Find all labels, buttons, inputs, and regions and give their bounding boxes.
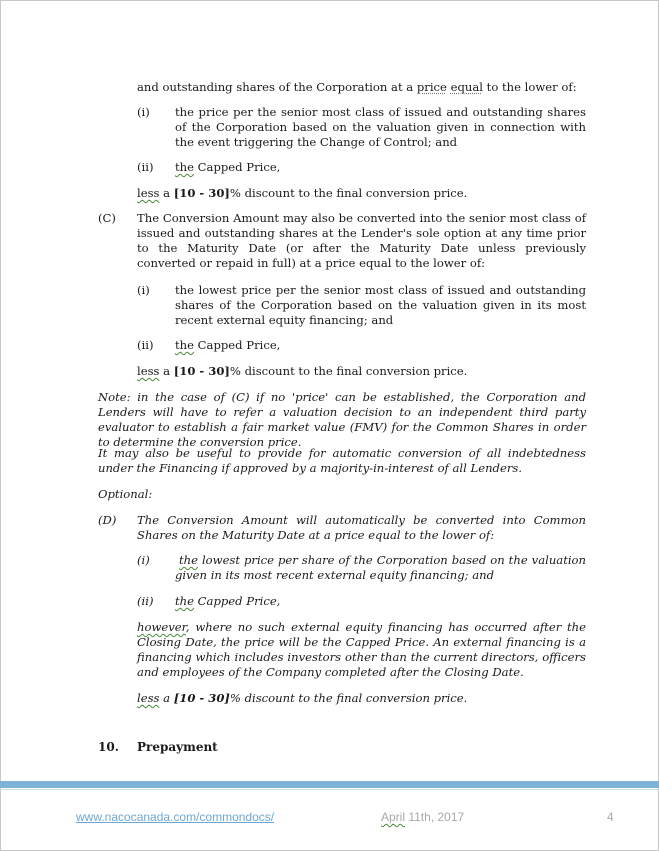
c-less-line: less a [10 - 30]% discount to the final conversion price. [137, 364, 468, 378]
d-i-number: (i) [137, 553, 150, 567]
d-however-paragraph: however, where no such external equity financing has occurred after the Closing Date, the price will be the Capped Price. An external financing is a financing which includes investors other than the current directors, officers and employees of the Company completed after the Closing Date. [137, 620, 586, 679]
b-ii-number: (ii) [137, 160, 154, 174]
b-i-number: (i) [137, 105, 150, 119]
d-number: (D) [98, 513, 117, 527]
d-text: The Conversion Amount will automatically be converted into Common Shares on the Maturity Date at a price equal to the lower of: [137, 513, 586, 542]
section-title: Prepayment [137, 740, 218, 754]
d-ii-number: (ii) [137, 594, 154, 608]
footer-rule-thin [0, 789, 659, 790]
d-less-line: less a [10 - 30]% discount to the final conversion price. [137, 691, 468, 705]
d-ii-text: the Capped Price, [175, 594, 281, 608]
section-number: 10. [98, 740, 119, 754]
note-automatic-conversion: It may also be useful to provide for automatic conversion of all indebtedness under the Financing if approved by a majority-in-interest of all Lenders. [98, 446, 586, 475]
footer-date: April 11th, 2017 [381, 810, 465, 824]
c-number: (C) [98, 211, 116, 225]
footer-page-number: 4 [607, 810, 614, 824]
d-i-text: the lowest price per share of the Corporation based on the valuation given in its most recent external equity financing; and [175, 553, 587, 582]
b-less-line: less a [10 - 30]% discount to the final conversion price. [137, 186, 468, 200]
c-ii-text: the Capped Price, [175, 338, 281, 352]
c-ii-number: (ii) [137, 338, 154, 352]
c-i-text: the lowest price per the senior most class of issued and outstanding shares of the Corporation based on the valuation given in its most recent external equity financing; and [175, 283, 586, 327]
b-i-text: the price per the senior most class of issued and outstanding shares of the Corporation based on the valuation given in connection with the event triggering the Change of Control; and [175, 105, 586, 149]
note-fmv: Note: in the case of (C) if no 'price' can be established, the Corporation and Lenders will have to refer a valuation decision to an independent third party evaluator to establish a fair market value (FMV) for the Common Shares in order to determine the conversion price. [98, 390, 586, 449]
optional-label: Optional: [98, 487, 153, 501]
intro-line: and outstanding shares of the Corporation at a price equal to the lower of: [137, 80, 577, 94]
footer-rule [0, 781, 659, 788]
c-text: The Conversion Amount may also be converted into the senior most class of issued and outstanding shares at the Lender's sole option at any time prior to the Maturity Date (or after the Maturity Date unless previously converted or repaid in full) at a price equal to the lower of: [137, 211, 586, 270]
footer-website-link[interactable]: www.nacocanada.com/commondocs/ [76, 810, 275, 824]
c-i-number: (i) [137, 283, 150, 297]
b-ii-text: the Capped Price, [175, 160, 281, 174]
